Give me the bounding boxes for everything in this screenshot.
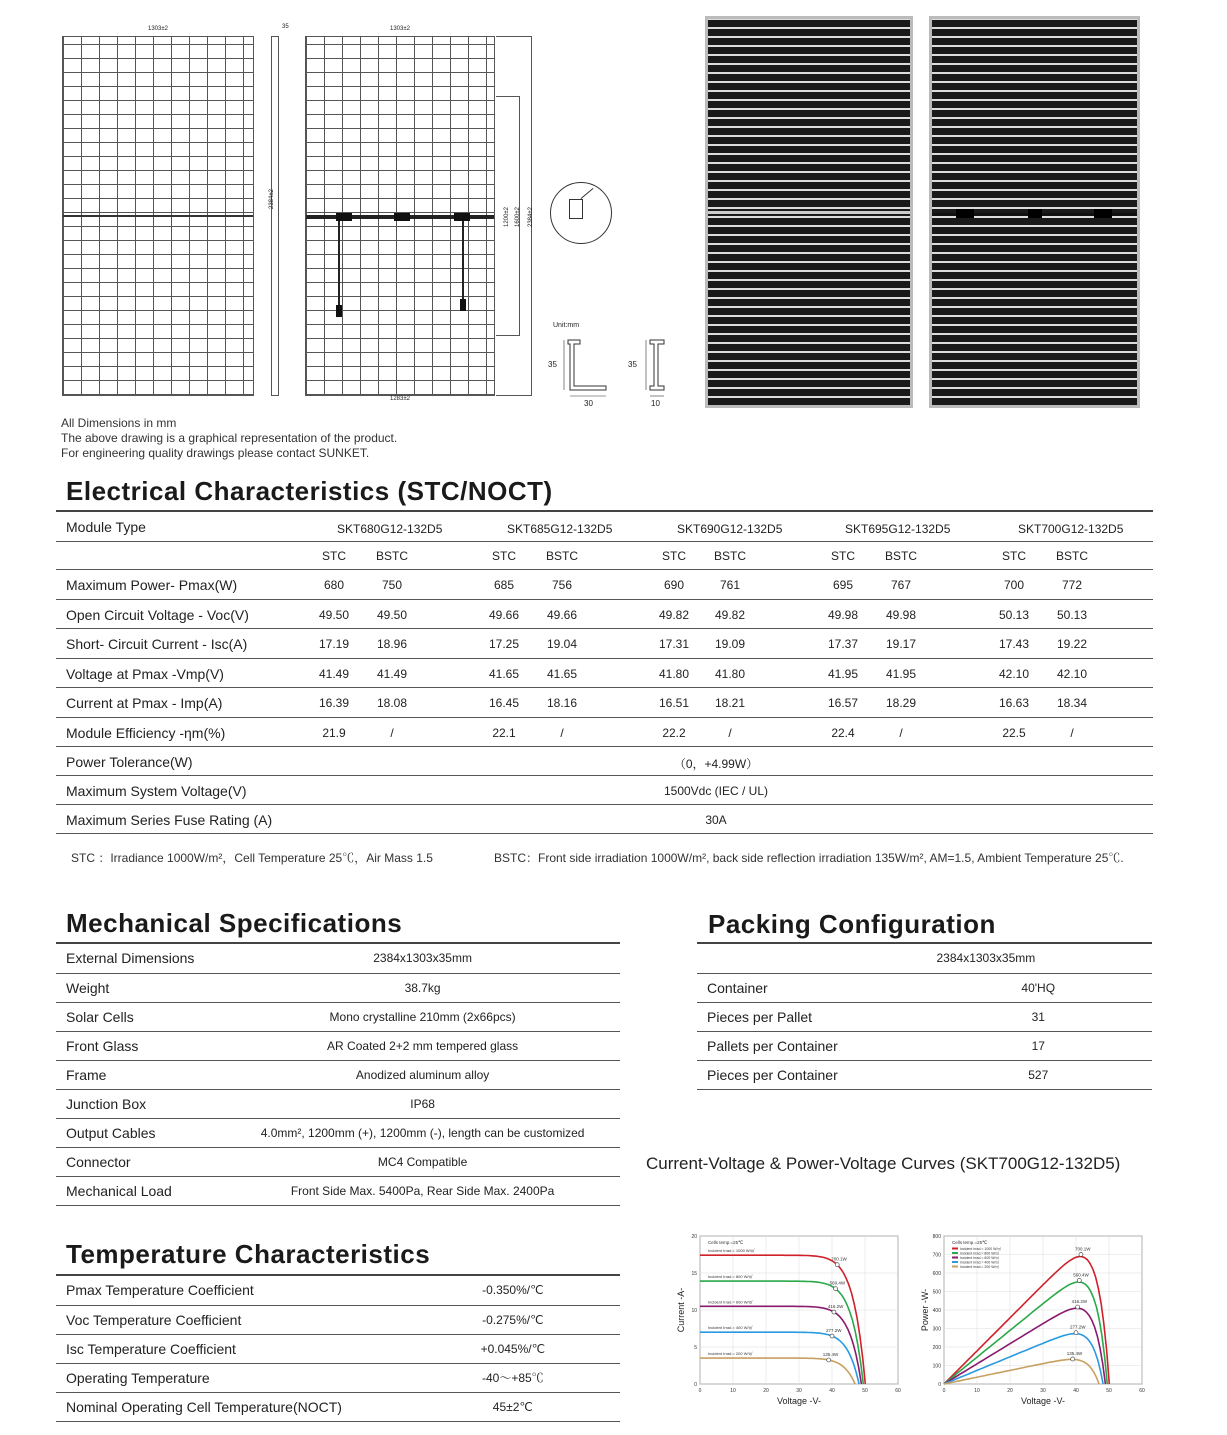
electrical-span-label: Maximum System Voltage(V): [66, 783, 247, 799]
electrical-cell: 49.82: [658, 607, 690, 622]
y-tick-label: 200: [932, 1345, 941, 1351]
packing-label: Pieces per Container: [697, 1061, 925, 1090]
electrical-cell: 41.80: [714, 666, 746, 681]
module-type-row: [56, 512, 1153, 542]
electrical-row: [56, 629, 1153, 659]
electrical-cell: /: [560, 725, 564, 740]
mechanical-label: Output Cables: [56, 1118, 225, 1147]
series-legend-label: Incident Irrad.= 200 W/㎡: [708, 1351, 753, 1357]
y-tick-label: 15: [691, 1271, 697, 1277]
temperature-title: Temperature Characteristics: [66, 1239, 431, 1269]
mechanical-value: Anodized aluminum alloy: [225, 1060, 620, 1089]
packing-row: [697, 1032, 1152, 1061]
electrical-cell: 18.34: [1056, 696, 1088, 710]
electrical-cell: 41.65: [546, 666, 578, 681]
sub-stc: STC: [492, 549, 516, 563]
electrical-cell: 50.13: [998, 607, 1030, 622]
electrical-cell: 18.29: [885, 696, 917, 710]
model-name: SKT700G12-132D5: [1018, 522, 1124, 536]
frame-w-1: 30: [584, 399, 593, 408]
pv-chart: [916, 1226, 1152, 1412]
packing-row: [697, 974, 1152, 1003]
x-tick-label: 50: [1106, 1388, 1112, 1394]
chart-annotation: Cells temp.=25℃: [952, 1240, 988, 1245]
packing-value: 40'HQ: [925, 974, 1153, 1003]
electrical-row-label: Module Efficiency -ηm(%): [66, 724, 226, 741]
junction-box-right: [454, 213, 470, 221]
temperature-row: [56, 1305, 620, 1334]
legend-swatch: [952, 1266, 958, 1268]
electrical-cell: 41.95: [827, 666, 859, 681]
mechanical-row: [56, 1118, 620, 1147]
mechanical-row: [56, 944, 620, 973]
sub-stc: STC: [322, 549, 346, 563]
electrical-row: [56, 600, 1153, 630]
x-axis-label: Voltage -V-: [1020, 1396, 1066, 1406]
electrical-cell: 17.43: [998, 637, 1030, 651]
legend-label: Incident Irrad.= 600 W/㎡: [960, 1256, 1000, 1260]
mechanical-label: Frame: [56, 1060, 225, 1089]
x-tick-label: 0: [698, 1388, 702, 1394]
panel-back-view: [305, 36, 495, 396]
electrical-cell: 21.9: [322, 725, 346, 740]
temperature-row: [56, 1276, 620, 1305]
temperature-table: [56, 1276, 620, 1422]
electrical-cell: 756: [551, 578, 573, 592]
mpp-marker: [830, 1334, 834, 1338]
mpp-label: 560.4W: [829, 1280, 846, 1286]
electrical-cell: 18.08: [376, 696, 408, 710]
electrical-cell: 17.19: [318, 637, 350, 651]
electrical-row-label: Open Circuit Voltage - Voc(V): [66, 606, 249, 623]
note-line: All Dimensions in mm: [61, 416, 177, 430]
sub-bstc: BSTC: [713, 549, 746, 563]
electrical-cell: 22.4: [831, 725, 855, 740]
series-legend-label: Incident Irrad.= 800 W/㎡: [708, 1274, 753, 1280]
electrical-row: [56, 570, 1153, 600]
y-tick-label: 0: [694, 1382, 697, 1388]
curves-title: Current-Voltage & Power-Voltage Curves (SKT700G12-132D5): [646, 1154, 1121, 1173]
electrical-span-label: Power Tolerance(W): [66, 754, 193, 770]
y-tick-label: 300: [932, 1326, 941, 1333]
legend-label: Incident Irrad.= 400 W/㎡: [960, 1260, 1000, 1265]
y-tick-label: 0: [938, 1382, 941, 1388]
mpp-marker: [1077, 1278, 1081, 1282]
electrical-cell: 49.66: [546, 607, 578, 622]
electrical-cell: 690: [663, 578, 685, 592]
x-tick-label: 10: [974, 1388, 980, 1394]
detail-circle: [550, 182, 612, 244]
connector-left: [336, 305, 342, 317]
temperature-value: -40～+85℃: [406, 1363, 620, 1392]
mechanical-value: IP68: [225, 1089, 620, 1118]
panel-front-view: [62, 36, 254, 396]
electrical-row-label: Maximum Power- Pmax(W): [66, 577, 238, 593]
frame-h-1: 35: [548, 360, 557, 369]
electrical-cell: 16.45: [488, 696, 520, 710]
electrical-cell: 680: [323, 578, 345, 592]
temperature-value: -0.275%/℃: [406, 1305, 620, 1334]
electrical-cell: 700: [1003, 578, 1025, 592]
mechanical-value: MC4 Compatible: [225, 1147, 620, 1176]
electrical-title: Electrical Characteristics (STC/NOCT): [66, 476, 553, 506]
photo-jb-center: [1028, 209, 1042, 218]
x-tick-label: 0: [942, 1388, 946, 1394]
electrical-cell: 750: [381, 578, 403, 592]
mechanical-table: [56, 944, 620, 1206]
series-legend-label: Incident Irrad.= 1000 W/㎡: [708, 1248, 755, 1254]
mpp-marker: [1074, 1331, 1078, 1335]
electrical-cell: 18.96: [376, 637, 408, 651]
mechanical-title: Mechanical Specifications: [66, 908, 403, 938]
dim-mount-2: 1600±2: [514, 207, 521, 227]
electrical-cell: 16.51: [658, 696, 690, 710]
mechanical-label: Solar Cells: [56, 1002, 225, 1031]
photo-jb-right: [1094, 209, 1112, 218]
electrical-cell: 761: [719, 578, 741, 592]
mpp-label: 700.1W: [1074, 1246, 1091, 1252]
dim-bottom: 1283±2: [390, 396, 410, 402]
legend-swatch: [952, 1252, 958, 1254]
electrical-cell: 17.31: [658, 637, 690, 651]
legend-swatch: [952, 1261, 958, 1263]
packing-label: Pallets per Container: [697, 1032, 925, 1061]
electrical-cell: 49.50: [318, 607, 350, 622]
mpp-label: 416.2W: [827, 1304, 844, 1310]
footnote-stc: STC ：Irradiance 1000W/m²，Cell Temperature 25℃，Air Mass 1.5: [71, 851, 433, 865]
mechanical-label: Mechanical Load: [56, 1176, 225, 1205]
sub-header-row: [56, 542, 1153, 570]
electrical-cell: 22.1: [492, 725, 516, 740]
y-tick-label: 5: [694, 1345, 697, 1351]
mechanical-label: External Dimensions: [56, 944, 225, 973]
electrical-cell: 42.10: [1056, 666, 1088, 681]
mpp-marker: [1079, 1252, 1083, 1256]
x-tick-label: 50: [862, 1388, 868, 1394]
electrical-cell: /: [728, 725, 732, 740]
electrical-span-value: （0，+4.99W）: [673, 757, 759, 771]
mechanical-row: [56, 1176, 620, 1205]
electrical-cell: 49.98: [827, 607, 859, 622]
x-tick-label: 40: [829, 1388, 835, 1394]
connector-right: [460, 299, 466, 311]
sub-stc: STC: [662, 549, 686, 563]
dim-mount-1: 1200±2: [503, 207, 510, 227]
y-tick-label: 600: [932, 1271, 941, 1277]
electrical-cell: 18.21: [714, 696, 746, 710]
electrical-cell: /: [899, 725, 903, 740]
mechanical-value: 38.7kg: [225, 973, 620, 1002]
legend-label: Incident Irrad.= 200 W/㎡: [960, 1265, 1000, 1269]
product-photo-back: [929, 16, 1140, 408]
series-legend-label: Incident Irrad.= 600 W/㎡: [708, 1299, 753, 1305]
temperature-label: Voc Temperature Coefficient: [56, 1305, 406, 1334]
x-tick-label: 40: [1073, 1388, 1079, 1394]
electrical-cell: 772: [1061, 578, 1083, 592]
x-tick-label: 20: [763, 1388, 769, 1394]
iv-chart: [672, 1226, 908, 1412]
sub-stc: STC: [1002, 549, 1026, 563]
electrical-row-label: Current at Pmax - Imp(A): [66, 695, 223, 711]
electrical-span-label: Maximum Series Fuse Rating (A): [66, 812, 273, 828]
dim-width-top-front: 1303±2: [148, 26, 168, 32]
mechanical-value: 2384x1303x35mm: [225, 944, 620, 973]
packing-value: 527: [925, 1061, 1153, 1090]
cable-right: [462, 221, 464, 301]
electrical-span-value: 30A: [705, 813, 727, 827]
legend-swatch: [952, 1248, 958, 1250]
electrical-span-row: [56, 776, 1153, 805]
electrical-cell: 685: [493, 578, 515, 592]
junction-box-center: [394, 213, 410, 221]
mpp-label: 560.4W: [1073, 1272, 1089, 1278]
electrical-cell: 19.09: [714, 637, 746, 651]
sub-bstc: BSTC: [545, 549, 578, 563]
packing-header-value: 2384x1303x35mm: [925, 944, 1153, 973]
y-tick-label: 500: [932, 1289, 941, 1296]
mechanical-value: 4.0mm², 1200mm (+), 1200mm (-), length can be customized: [225, 1118, 620, 1147]
dim-width-top-back: 1303±2: [390, 26, 410, 32]
packing-label: Container: [697, 974, 925, 1003]
electrical-span-row: [56, 747, 1153, 776]
x-tick-label: 20: [1007, 1388, 1013, 1394]
temperature-value: +0.045%/℃: [406, 1334, 620, 1363]
cable-left: [338, 221, 340, 307]
mpp-marker: [835, 1263, 839, 1267]
electrical-cell: 49.50: [376, 607, 408, 622]
y-tick-label: 700: [932, 1252, 941, 1259]
mpp-label: 135.4W: [1066, 1350, 1083, 1356]
mechanical-row: [56, 1089, 620, 1118]
y-axis-label: Power -W-: [920, 1288, 930, 1332]
y-axis-label: Current -A-: [676, 1287, 686, 1333]
mpp-label: 700.1W: [831, 1256, 847, 1262]
x-tick-label: 60: [1139, 1388, 1145, 1394]
sub-bstc: BSTC: [884, 549, 917, 563]
packing-header-empty: [697, 944, 925, 973]
model-name: SKT685G12-132D5: [507, 522, 613, 536]
electrical-cell: /: [1070, 725, 1074, 740]
sub-stc: STC: [831, 549, 855, 563]
frame-w-2: 10: [651, 399, 660, 408]
mechanical-label: Front Glass: [56, 1031, 225, 1060]
packing-row: [697, 1061, 1152, 1090]
product-photo-front: [705, 16, 913, 408]
electrical-span-value: 1500Vdc (IEC / UL): [663, 784, 769, 798]
electrical-row-label: Short- Circuit Current - Isc(A): [66, 636, 248, 652]
photo-front-divider: [708, 211, 910, 214]
temperature-label: Pmax Temperature Coefficient: [56, 1276, 406, 1305]
model-name: SKT680G12-132D5: [337, 522, 443, 536]
mechanical-row: [56, 1002, 620, 1031]
packing-label: Pieces per Pallet: [697, 1003, 925, 1032]
chart-annotation: Cells temp.=25℃: [708, 1240, 744, 1245]
electrical-cell: 49.66: [488, 607, 520, 622]
packing-value: 17: [925, 1032, 1153, 1061]
series-legend-label: Incident Irrad.= 400 W/㎡: [708, 1325, 753, 1331]
junction-box-left: [336, 213, 352, 221]
temperature-value: -0.350%/℃: [406, 1276, 620, 1305]
temperature-label: Operating Temperature: [56, 1363, 406, 1392]
electrical-cell: 19.04: [546, 637, 578, 651]
panel-center-line: [63, 215, 253, 217]
electrical-cell: 767: [890, 578, 912, 592]
electrical-cell: 41.65: [488, 666, 520, 681]
module-type-label: Module Type: [66, 519, 146, 535]
mpp-label: 135.4W: [822, 1352, 839, 1358]
packing-table: [697, 944, 1152, 1090]
electrical-row: [56, 688, 1153, 718]
x-axis-label: Voltage -V-: [776, 1396, 822, 1406]
y-tick-label: 800: [932, 1234, 941, 1240]
detail-arrow: [581, 188, 594, 199]
packing-header-row: [697, 944, 1152, 973]
electrical-cell: 22.2: [662, 725, 686, 740]
x-tick-label: 60: [895, 1388, 901, 1394]
temperature-row: [56, 1334, 620, 1363]
electrical-cell: 17.37: [827, 637, 859, 651]
mechanical-row: [56, 1147, 620, 1176]
mechanical-value: Mono crystalline 210mm (2x66pcs): [225, 1002, 620, 1031]
electrical-cell: 16.39: [318, 696, 350, 710]
mpp-label: 277.2W: [1070, 1324, 1086, 1330]
temperature-value: 45±2℃: [406, 1392, 620, 1421]
electrical-span-row: [56, 805, 1153, 834]
photo-jb-left: [956, 209, 974, 218]
electrical-cell: 18.16: [546, 696, 578, 710]
electrical-cell: 19.17: [885, 637, 917, 651]
drawing-notes: [61, 416, 397, 461]
electrical-cell: 19.22: [1056, 637, 1088, 651]
mechanical-row: [56, 1031, 620, 1060]
y-tick-label: 400: [932, 1308, 941, 1314]
temperature-row: [56, 1392, 620, 1421]
temperature-label: Isc Temperature Coefficient: [56, 1334, 406, 1363]
packing-title: Packing Configuration: [708, 909, 996, 939]
dim-height: 2384±2: [268, 189, 275, 209]
footnote-bstc: BSTC：Front side irradiation 1000W/m², back side reflection irradiation 135W/m², AM=1.5, Ambient Temperature 25℃.: [494, 851, 1124, 865]
detail-bracket-shape: [569, 199, 583, 219]
mpp-marker: [827, 1358, 831, 1362]
electrical-cell: 22.5: [1002, 725, 1026, 740]
frame-h-2: 35: [628, 360, 637, 369]
electrical-cell: 16.57: [827, 696, 859, 710]
electrical-cell: 41.95: [885, 666, 917, 681]
mpp-marker: [832, 1310, 836, 1314]
electrical-cell: 42.10: [998, 666, 1030, 681]
mpp-label: 277.2W: [826, 1328, 842, 1334]
panel-side-view: [268, 36, 279, 396]
dim-height-back: 2384±2: [527, 207, 534, 227]
y-tick-label: 20: [691, 1234, 697, 1240]
mpp-marker: [1071, 1357, 1075, 1361]
x-tick-label: 10: [730, 1388, 736, 1394]
legend-swatch: [952, 1257, 958, 1259]
electrical-cell: 49.98: [885, 607, 917, 622]
mechanical-row: [56, 973, 620, 1002]
y-tick-label: 100: [932, 1363, 941, 1370]
temperature-label: Nominal Operating Cell Temperature(NOCT): [56, 1392, 406, 1421]
packing-row: [697, 1003, 1152, 1032]
electrical-cell: 695: [832, 578, 854, 592]
legend-label: Incident Irrad.= 800 W/㎡: [960, 1251, 1000, 1256]
model-name: SKT695G12-132D5: [845, 522, 951, 536]
note-line: For engineering quality drawings please contact SUNKET.: [61, 446, 370, 460]
x-tick-label: 30: [1040, 1388, 1046, 1394]
dim-thickness: 35: [282, 24, 289, 30]
electrical-row: [56, 718, 1153, 748]
electrical-cell: 41.49: [318, 666, 350, 681]
electrical-cell: 50.13: [1056, 607, 1088, 622]
mpp-marker: [1076, 1305, 1080, 1309]
note-line: The above drawing is a graphical representation of the product.: [61, 431, 398, 445]
electrical-cell: 16.63: [998, 696, 1030, 710]
electrical-row: [56, 659, 1153, 689]
mechanical-label: Junction Box: [56, 1089, 225, 1118]
mechanical-label: Connector: [56, 1147, 225, 1176]
electrical-cell: 49.82: [714, 607, 746, 622]
unit-label: Unit:mm: [553, 322, 580, 329]
electrical-row-label: Voltage at Pmax -Vmp(V): [66, 665, 224, 682]
mechanical-value: AR Coated 2+2 mm tempered glass: [225, 1031, 620, 1060]
electrical-cell: 41.49: [376, 666, 408, 681]
sub-bstc: BSTC: [1055, 549, 1088, 563]
electrical-cell: 17.25: [488, 637, 520, 651]
sub-bstc: BSTC: [375, 549, 408, 563]
mechanical-label: Weight: [56, 973, 225, 1002]
x-tick-label: 30: [796, 1388, 802, 1394]
y-tick-label: 10: [691, 1308, 697, 1314]
mpp-label: 416.2W: [1071, 1299, 1088, 1305]
mpp-marker: [834, 1287, 838, 1291]
model-name: SKT690G12-132D5: [677, 522, 783, 536]
mechanical-value: Front Side Max. 5400Pa, Rear Side Max. 2400Pa: [225, 1176, 620, 1205]
electrical-cell: 41.80: [658, 666, 690, 681]
temperature-row: [56, 1363, 620, 1392]
legend-label: Incident Irrad.= 1000 W/㎡: [960, 1247, 1001, 1251]
frame-profile-1: [546, 336, 616, 410]
mechanical-row: [56, 1060, 620, 1089]
electrical-cell: /: [390, 725, 394, 740]
packing-value: 31: [925, 1003, 1153, 1032]
